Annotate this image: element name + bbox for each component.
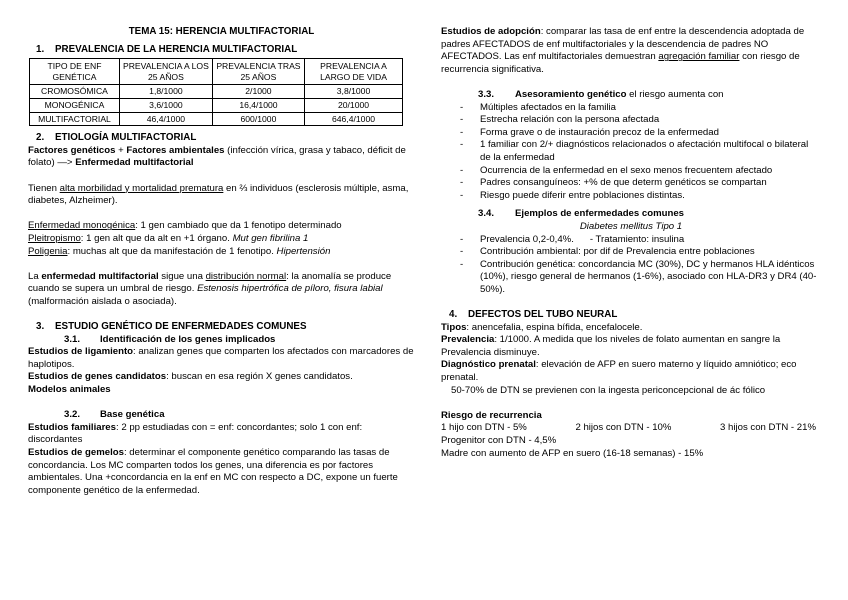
definition-pleiotropism [28, 233, 415, 246]
risk-one-child: 1 hijo con DTN - 5% [441, 422, 527, 434]
subsection-title: Base genética [100, 409, 165, 421]
subsection-3-4-heading [441, 208, 821, 221]
table-cell: 1,8/1000 [119, 85, 212, 99]
prevalence-table [29, 58, 403, 126]
italic-example: Hipertensión [276, 245, 331, 257]
list-item: - Contribución ambiental: por dif de Prevalencia entre poblaciones [441, 246, 821, 259]
paragraph-distribution [28, 271, 415, 309]
paragraph-family-studies [28, 422, 415, 447]
counseling-list [441, 102, 821, 203]
bold-term: Estudios familiares [28, 421, 116, 433]
paragraph-twin-studies [28, 447, 415, 497]
list-item: - Contribución genética: concordancia MC (30%), DC y hermanos HLA idénticos (10%), riesgo general de hermanos (1-6%), asociado con HLA-DR3 y DR4 (40-50%). [441, 259, 821, 297]
risk-parent: Progenitor con DTN - 4,5% [441, 435, 557, 446]
paragraph-prenatal-diagnosis [441, 359, 821, 384]
section-title: ETIOLOGÍA MULTIFACTORIAL [55, 132, 197, 144]
text: : comparar las tasa de enf entre la descendencia adoptada de padres AFECTADOS de enf multifactoriales y la descendencia de padres NO AFECTADOS. Las enf multifactoriales demuestran [441, 26, 805, 63]
definition-monogenic [28, 220, 415, 233]
risk-three-children: 3 hijos con DTN - 21% [720, 422, 816, 434]
text: en ⅔ individuos (esclerosis múltiple, asma, diabetes, Alzheimer). [28, 182, 409, 207]
list-item: - Estrecha relación con la persona afectada [441, 114, 821, 127]
table-cell: MONOGÉNICA [30, 98, 120, 112]
paragraph-prevalence [441, 334, 821, 359]
text: sigue una [158, 270, 206, 282]
table-row [30, 85, 403, 99]
subsection-number: 3.3. [478, 88, 495, 100]
definition-polygeny [28, 246, 415, 259]
bold-term: Factores ambientales [126, 144, 225, 156]
bold-term: Tipos [441, 321, 467, 333]
table-header-cell: PREVALENCIA TRAS 25 AÑOS [212, 59, 304, 85]
section-number: 4. [449, 309, 458, 321]
recurrence-row [441, 422, 816, 435]
bold-term: Estudios de ligamiento [28, 346, 134, 358]
section-title: DEFECTOS DEL TUBO NEURAL [468, 309, 618, 321]
section-title: PREVALENCIA DE LA HERENCIA MULTIFACTORIAL [55, 43, 298, 55]
table-cell: 3,6/1000 [119, 98, 212, 112]
paragraph-morbidity [28, 183, 415, 208]
subsection-title: Identificación de los genes implicados [100, 333, 276, 345]
table-cell: 3,8/1000 [305, 85, 403, 99]
section-2-heading [28, 132, 415, 145]
paragraph-factors [28, 145, 415, 170]
right-column [441, 26, 821, 460]
subsection-3-3-heading [441, 89, 821, 102]
table-header-row [30, 59, 403, 85]
text: : determinar el componente genético comparando las tasas de concordancia. Los MC comparten todos los genes, una diferencia es por factores ambientales. Una +concordancia en la enf en MC con respecto a DC, expone un fuerte componente genético de la enfermedad. [28, 447, 398, 496]
text: La [28, 270, 42, 282]
underlined-term: agregación familiar [658, 51, 740, 63]
text: : elevación de AFP en suero materno y líquido amniótico; eco prenatal. [441, 359, 797, 384]
bold-term: enfermedad multifactorial [41, 270, 159, 282]
table-cell: 2/1000 [212, 85, 304, 99]
table-cell: 46,4/1000 [119, 112, 212, 126]
section-4-heading [441, 309, 821, 322]
underlined-term: Enfermedad monogénica [28, 220, 136, 232]
table-cell: 20/1000 [305, 98, 403, 112]
table-cell: 646,4/1000 [305, 112, 403, 126]
paragraph-candidates [28, 371, 415, 384]
underlined-term: distribución normal [205, 270, 287, 282]
text: (malformación aislada o asociada). [28, 295, 177, 307]
underlined-term: alta morbilidad y mortalidad prematura [59, 182, 224, 194]
document-title: TEMA 15: HERENCIA MULTIFACTORIAL [128, 26, 315, 37]
bold-term: Factores genéticos [28, 144, 116, 156]
diabetes-list [441, 234, 821, 297]
bold-term: Estudios de genes candidatos [28, 371, 167, 383]
underlined-term: Poligenia [28, 245, 68, 257]
paragraph-linkage [28, 346, 415, 371]
disease-subtitle: Diabetes mellitus Tipo 1 [579, 220, 683, 232]
text: : 1/1000. A medida que los niveles de folato aumentan en sangre la Prevalencia disminuye. [441, 334, 781, 358]
text: + [115, 144, 127, 156]
subsection-number: 3.2. [64, 409, 81, 421]
text: Tienen [28, 182, 60, 194]
text: : analizan genes que comparten los afectados con marcadores de haplotipos. [28, 346, 414, 370]
section-number: 2. [36, 132, 45, 144]
subsection-title: Ejemplos de enfermedades comunes [515, 208, 685, 220]
section-number: 3. [36, 321, 45, 333]
table-cell: CROMOSÓMICA [30, 85, 120, 99]
text: : 1 gen alt que da alt en +1 órgano. [80, 232, 233, 244]
subsection-3-2-heading [28, 409, 415, 422]
bold-term: Prevalencia [441, 334, 495, 346]
table-cell: MULTIFACTORIAL [30, 112, 120, 126]
table-header-cell: PREVALENCIA A LOS 25 AÑOS [119, 59, 212, 85]
section-1-heading [28, 44, 415, 57]
section-title: ESTUDIO GENÉTICO DE ENFERMEDADES COMUNES [55, 321, 307, 333]
section-3-heading [28, 321, 415, 334]
text: : buscan en esa región X genes candidatos. [166, 371, 353, 383]
risk-mother-afp: Madre con aumento de AFP en suero (16-18 semanas) - 15% [441, 447, 704, 459]
table-cell: 16,4/1000 [212, 98, 304, 112]
bold-term: Estudios de adopción [441, 26, 541, 37]
list-item: - Forma grave o de instauración precoz de la enfermedad [441, 127, 821, 140]
left-column [28, 26, 415, 497]
paragraph-types [441, 322, 821, 335]
list-item: - Múltiples afectados en la familia [441, 102, 821, 115]
table-cell: 600/1000 [212, 112, 304, 126]
recurrence-heading [441, 410, 821, 423]
text: : 2 pp estudiadas con = enf: concordantes; solo 1 con enf: discordantes [28, 421, 363, 446]
table-row [30, 98, 403, 112]
paragraph-prevention: 50-70% de DTN se previenen con la ingesta periconcepcional de ác fólico [451, 384, 766, 396]
subsection-number: 3.4. [478, 208, 495, 220]
bold-term: Estudios de gemelos [28, 447, 124, 458]
table-header-cell: PREVALENCIA A LARGO DE VIDA [305, 59, 403, 85]
subsection-3-1-heading [28, 334, 415, 347]
text: el riesgo aumenta con [626, 88, 724, 100]
paragraph-adoption-studies [441, 26, 821, 76]
bold-term: Riesgo de recurrencia [441, 409, 542, 421]
italic-example: Estenosis hipertrófica de píloro, fisura labial [197, 283, 383, 295]
list-item: - Riesgo puede diferir entre poblaciones distintas. [441, 190, 821, 203]
list-item: - Prevalencia 0,2-0,4%. - Tratamiento: insulina [441, 234, 821, 247]
text: : anencefalia, espina bífida, encefalocele. [466, 321, 643, 333]
subsection-title: Asesoramiento genético [515, 88, 627, 100]
text: : muchas alt que da manifestación de 1 fenotipo. [67, 245, 277, 257]
table-header-cell: TIPO DE ENF GENÉTICA [30, 59, 120, 85]
italic-example: Mut gen fibrilina 1 [232, 232, 309, 244]
underlined-term: Pleitropismo [28, 232, 81, 244]
paragraph-animal-models [28, 384, 415, 397]
text: (infección vírica, grasa y tabaco, déficit de folato) —> [28, 144, 406, 169]
subsection-number: 3.1. [64, 333, 81, 345]
list-item: - 1 familiar con 2/+ diagnósticos relacionados o afectación multifocal o bilateral de la enfermedad [441, 139, 821, 164]
risk-two-children: 2 hijos con DTN - 10% [575, 422, 672, 434]
bold-term: Modelos animales [28, 384, 111, 396]
text: : la anomalía se produce cuando se supera un umbral de riesgo. [28, 270, 392, 295]
table-row [30, 112, 403, 126]
list-item: - Padres consanguíneos: +% de que determ genéticos se compartan [441, 177, 821, 190]
bold-term: Enfermedad multifactorial [75, 157, 194, 169]
text: : 1 gen cambiado que da 1 fenotipo determinado [135, 220, 342, 232]
list-item: - Ocurrencia de la enfermedad en el sexo menos frecuentem afectado [441, 165, 821, 178]
section-number: 1. [36, 43, 45, 55]
text: con riesgo de recurrencia significativa. [441, 51, 800, 75]
bold-term: Diagnóstico prenatal [441, 359, 536, 371]
